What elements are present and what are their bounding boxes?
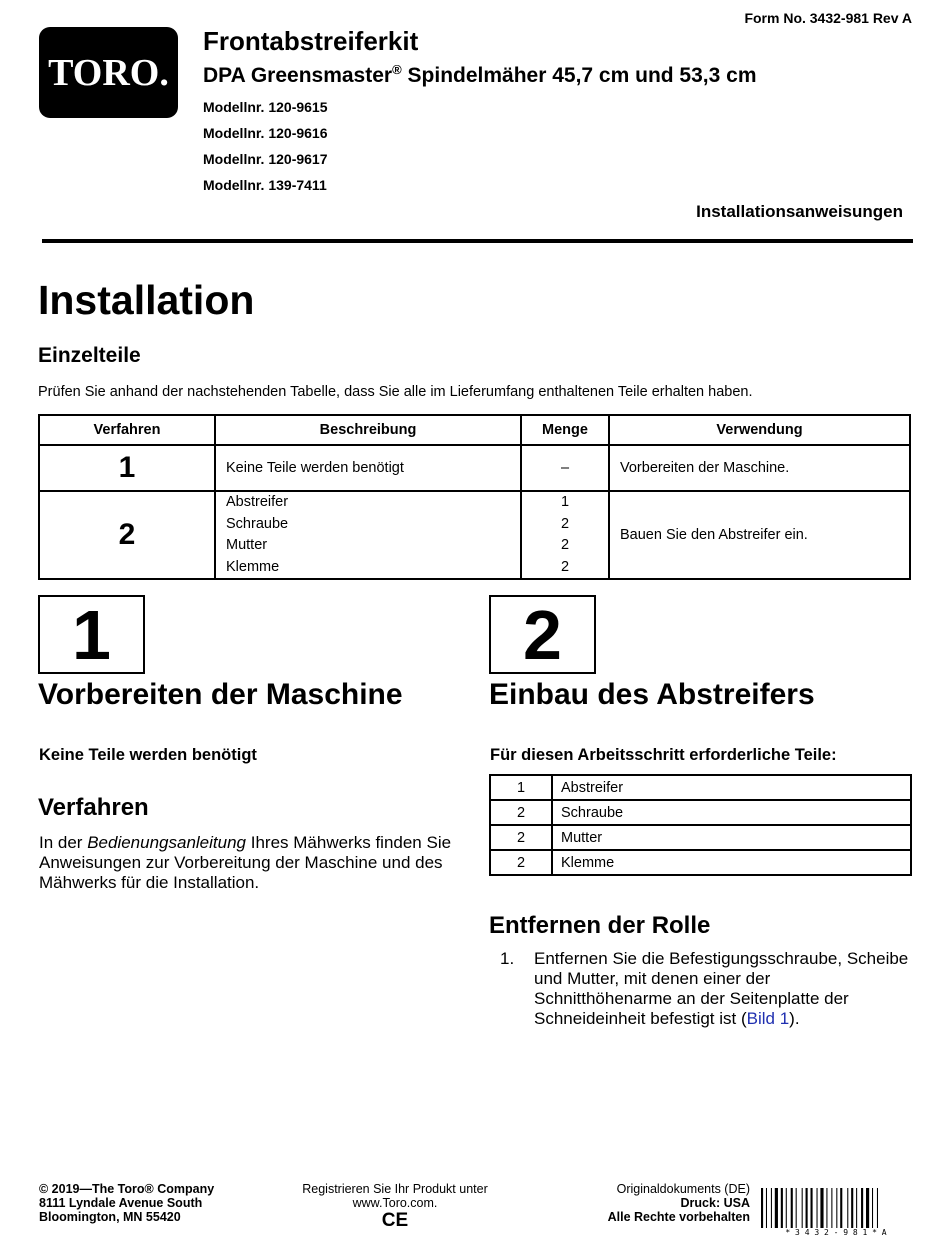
parts-heading: Einzelteile [38, 344, 141, 367]
model-number: Modellnr. 120-9617 [203, 151, 328, 167]
part-name: Mutter [226, 537, 268, 553]
part-cell: Abstreifer [552, 775, 911, 800]
table-row [490, 800, 911, 825]
qty-cell: 1 [490, 775, 552, 800]
toro-logo: TORO. [39, 27, 178, 118]
step-number-box: 2 [489, 595, 596, 674]
qty-cell: 2 [490, 825, 552, 850]
part-qty: 1 [560, 494, 570, 510]
part-qty: 2 [560, 537, 570, 553]
parts-intro: Prüfen Sie anhand der nachstehenden Tabelle, dass Sie alle im Lieferumfang enthaltenen Teile erhalten haben. [38, 384, 753, 400]
header-divider [42, 239, 913, 243]
step1-title: Vorbereiten der Maschine [38, 678, 403, 711]
model-number: Modellnr. 120-9615 [203, 99, 328, 115]
no-parts-note: Keine Teile werden benötigt [39, 746, 257, 764]
document-type: Installationsanweisungen [696, 202, 903, 221]
document-subtitle: DPA Greensmaster® Spindelmäher 45,7 cm und 53,3 cm [203, 62, 757, 87]
quantity-cell [521, 491, 609, 579]
footer-register: Registrieren Sie Ihr Produkt unter www.Toro.com. CE [270, 1182, 520, 1228]
required-parts-label: Für diesen Arbeitsschritt erforderliche Teile: [490, 746, 837, 764]
model-number: Modellnr. 139-7411 [203, 177, 327, 193]
part-qty: 2 [560, 515, 570, 532]
remove-roller-heading: Entfernen der Rolle [489, 912, 711, 939]
table-row [490, 825, 911, 850]
qty-cell: 2 [490, 850, 552, 875]
usage-cell: Bauen Sie den Abstreifer ein. [609, 491, 910, 579]
table-row [490, 850, 911, 875]
installation-heading: Installation [38, 277, 255, 323]
step-cell: 1 [39, 445, 215, 491]
model-number: Modellnr. 120-9616 [203, 125, 328, 141]
part-qty: 2 [560, 558, 570, 575]
column-header: Verfahren [39, 415, 215, 445]
required-parts-table [489, 774, 912, 876]
part-cell: Klemme [552, 850, 911, 875]
column-header: Beschreibung [215, 415, 521, 445]
part-cell: Schraube [552, 800, 911, 825]
column-header: Verwendung [609, 415, 910, 445]
list-item: Entfernen Sie die Befestigungsschraube, Scheibe und Mutter, mit denen einer der Schnitthöhenarme an der Seitenplatte der Schneideinheit befestigt ist (Bild 1). [534, 949, 909, 1028]
barcode-graphic [760, 1188, 912, 1228]
description-cell: Keine Teile werden benötigt [215, 445, 521, 491]
part-name: Klemme [226, 558, 280, 575]
document-title: Frontabstreiferkit [203, 26, 419, 56]
footer-address: © 2019—The Toro® Company 8111 Lyndale Avenue South Bloomington, MN 55420 [39, 1182, 215, 1224]
figure-link[interactable]: Bild 1 [746, 1009, 790, 1028]
column-header: Menge [521, 415, 609, 445]
footer-legal: Originaldokuments (DE) Druck: USA Alle Rechte vorbehalten [607, 1182, 750, 1224]
parts-table [38, 414, 911, 580]
step-number-box: 1 [38, 595, 145, 674]
quantity-cell: – [521, 445, 609, 491]
barcode [760, 1188, 912, 1237]
table-row [490, 775, 911, 800]
step2-title: Einbau des Abstreifers [489, 678, 815, 711]
part-cell: Mutter [552, 825, 911, 850]
table-row [39, 445, 910, 491]
model-numbers [203, 94, 328, 198]
ce-mark: CE [381, 1210, 409, 1231]
part-name: Abstreifer [226, 494, 289, 510]
description-cell [215, 491, 521, 579]
step-cell: 2 [39, 491, 215, 579]
list-number: 1. [500, 949, 515, 968]
part-name: Schraube [226, 515, 289, 532]
barcode-text: * 3 4 3 2 - 9 8 1 * A [785, 1228, 887, 1237]
qty-cell: 2 [490, 800, 552, 825]
usage-cell: Vorbereiten der Maschine. [609, 445, 910, 491]
table-header-row [39, 415, 910, 445]
procedure-text: In der Bedienungsanleitung Ihres Mähwerks finden Sie Anweisungen zur Vorbereitung der Maschine und des Mähwerks für die Installation. [39, 833, 452, 892]
procedure-heading: Verfahren [38, 794, 149, 821]
table-row [39, 491, 910, 579]
form-number: Form No. 3432-981 Rev A [744, 10, 912, 26]
